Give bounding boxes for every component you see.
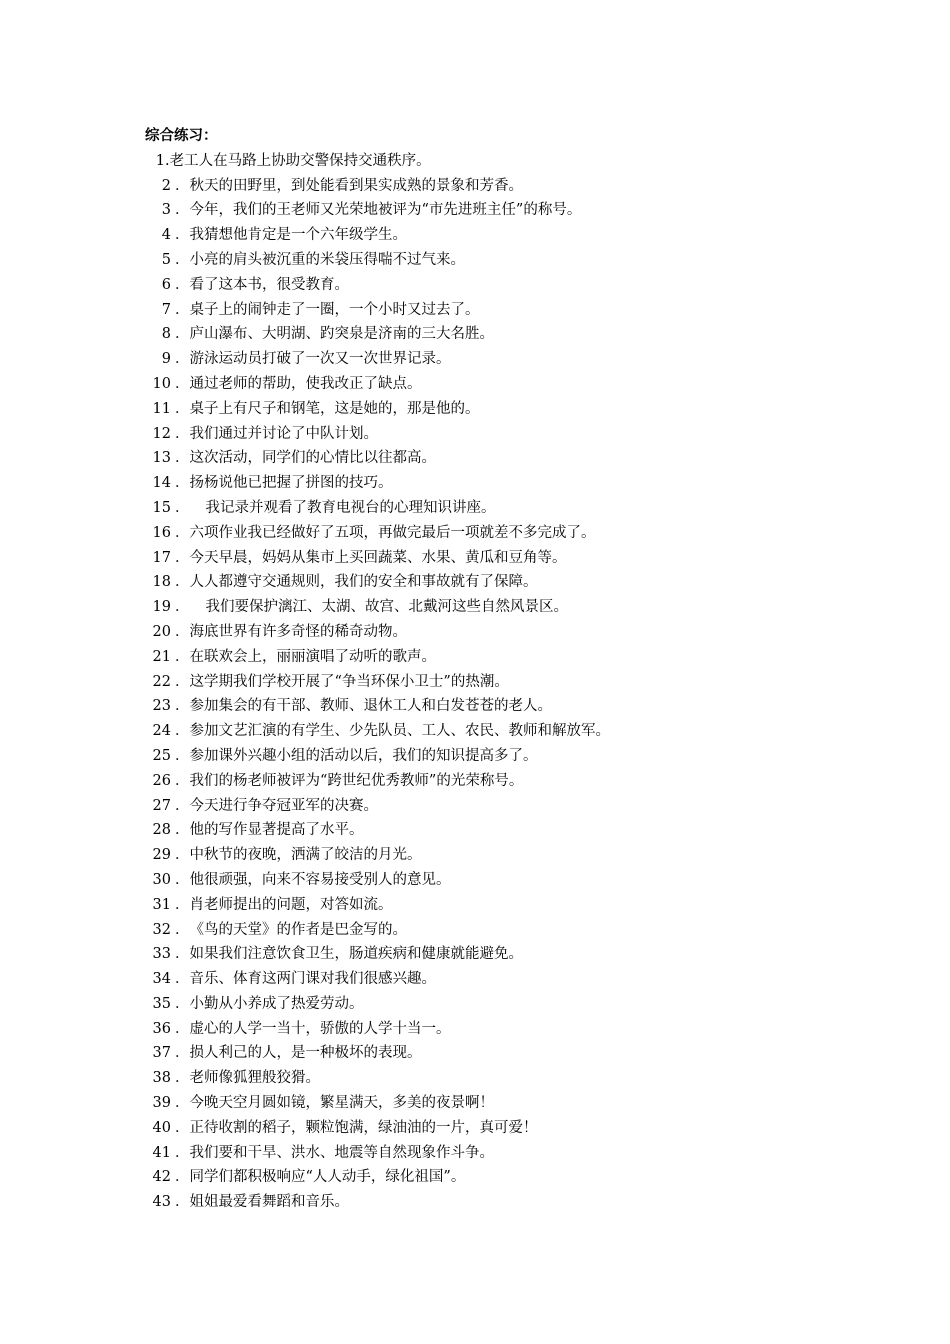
exercise-item-separator: ．	[175, 623, 190, 640]
exercise-item-separator: ．	[175, 946, 190, 963]
exercise-item-number: 17	[152, 549, 171, 566]
exercise-item	[145, 422, 865, 447]
exercise-item-text: 人人都遵守交通规则，我们的安全和事故就有了保障。	[189, 574, 538, 591]
exercise-item-separator: ．	[175, 1194, 190, 1211]
exercise-item	[145, 645, 865, 670]
exercise-item-number: 11	[152, 400, 171, 417]
exercise-item-number: 5	[161, 251, 171, 268]
exercise-item-separator: ．	[175, 797, 190, 814]
exercise-item-number: 9	[161, 351, 171, 368]
exercise-item-text: 他很顽强，向来不容易接受别人的意见。	[189, 871, 451, 888]
exercise-item-separator: ．	[175, 995, 190, 1012]
exercise-item-text: 小亮的肩头被沉重的米袋压得喘不过气来。	[189, 251, 465, 268]
exercise-item-number: 41	[152, 1144, 171, 1161]
exercise-item-text: 我们要保护漓江、太湖、故宫、北戴河这些自然风景区。	[205, 599, 568, 616]
exercise-item-text: 扬杨说他已把握了拼图的技巧。	[189, 475, 393, 492]
exercise-item-text: 参加文艺汇演的有学生、少先队员、工人、农民、教师和解放军。	[189, 723, 610, 740]
exercise-item-text: 损人利己的人，是一种极坏的表现。	[189, 1045, 422, 1062]
exercise-item-separator: ．	[175, 1020, 190, 1037]
exercise-item-separator: ．	[175, 871, 190, 888]
exercise-item-text: 正待收割的稻子，颗粒饱满，绿油油的一片，真可爱！	[189, 1119, 538, 1136]
exercise-item-separator: ．	[175, 921, 190, 938]
exercise-item-number: 26	[152, 772, 171, 789]
exercise-item-number: 16	[152, 524, 171, 541]
exercise-item-separator: ．	[175, 524, 190, 541]
exercise-item-separator: ．	[175, 202, 190, 219]
exercise-item-number: 29	[152, 847, 171, 864]
exercise-item-number: 20	[152, 623, 171, 640]
exercise-item-separator: ．	[175, 574, 190, 591]
exercise-item	[145, 942, 865, 967]
exercise-item-number: 19	[152, 599, 171, 616]
exercise-item-separator: ．	[175, 648, 190, 665]
exercise-item-text: 老工人在马路上协助交警保持交通秩序。	[169, 152, 431, 169]
exercise-item	[145, 769, 865, 794]
exercise-item-text: 这次活动，同学们的心情比以往都高。	[189, 450, 436, 467]
exercise-item	[145, 992, 865, 1017]
exercise-item-text: 今年，我们的王老师又光荣地被评为“市先进班主任”的称号。	[189, 202, 582, 219]
exercise-item-number: 12	[152, 425, 171, 442]
exercise-item-separator: ．	[175, 723, 190, 740]
exercise-item-number: 2	[161, 177, 171, 194]
exercise-item	[145, 1017, 865, 1042]
exercise-item-number: 39	[152, 1095, 171, 1112]
exercise-item-text: 我记录并观看了教育电视台的心理知识讲座。	[205, 499, 496, 516]
exercise-item-number: 25	[152, 747, 171, 764]
exercise-item	[145, 223, 865, 248]
exercise-item	[145, 595, 865, 620]
exercise-item-number: 35	[152, 995, 171, 1012]
exercise-item	[145, 174, 865, 199]
exercise-item-separator: ．	[175, 425, 190, 442]
exercise-item	[145, 1116, 865, 1141]
exercise-item	[145, 893, 865, 918]
exercise-item-separator: ．	[175, 450, 190, 467]
exercise-item-number: 23	[152, 698, 171, 715]
exercise-item-number: 42	[152, 1169, 171, 1186]
exercise-item-number: 32	[152, 921, 171, 938]
exercise-item-separator: .	[165, 152, 170, 169]
exercise-item-number: 13	[152, 450, 171, 467]
exercise-item-number: 37	[152, 1045, 171, 1062]
exercise-item	[145, 471, 865, 496]
exercise-item-number: 10	[152, 375, 171, 392]
exercise-heading: 综合练习：	[145, 128, 218, 144]
exercise-item	[145, 843, 865, 868]
exercise-item	[145, 149, 865, 174]
exercise-item-number: 28	[152, 822, 171, 839]
exercise-item-separator: ．	[175, 1119, 190, 1136]
exercise-item	[145, 620, 865, 645]
exercise-item-number: 31	[152, 896, 171, 913]
exercise-item-text: 今天早晨，妈妈从集市上买回蔬菜、水果、黄瓜和豆角等。	[189, 549, 567, 566]
exercise-item-text: 虚心的人学一当十，骄傲的人学十当一。	[189, 1020, 451, 1037]
exercise-item-text: 参加集会的有干部、教师、退休工人和白发苍苍的老人。	[189, 698, 552, 715]
exercise-item-number: 27	[152, 797, 171, 814]
exercise-item	[145, 1141, 865, 1166]
exercise-item-separator: ．	[175, 1144, 190, 1161]
exercise-item-separator: ．	[175, 1070, 190, 1087]
exercise-item-separator: ．	[175, 475, 190, 492]
exercise-item-separator: ．	[175, 822, 190, 839]
exercise-item-text: 同学们都积极响应“人人动手，绿化祖国”。	[189, 1169, 466, 1186]
exercise-item	[145, 322, 865, 347]
exercise-item-text: 今晚天空月圆如镜，繁星满天，多美的夜景啊！	[189, 1095, 494, 1112]
exercise-item-text: 今天进行争夺冠亚军的决赛。	[189, 797, 378, 814]
exercise-item-text: 老师像狐狸般狡猾。	[189, 1070, 320, 1087]
exercise-item-text: 中秋节的夜晚，洒满了皎洁的月光。	[189, 847, 422, 864]
exercise-item-separator: ．	[175, 276, 190, 293]
exercise-item-separator: ．	[175, 499, 190, 516]
exercise-item-separator: ．	[175, 400, 190, 417]
exercise-item-number: 36	[152, 1020, 171, 1037]
exercise-item	[145, 273, 865, 298]
exercise-item-text: 他的写作显著提高了水平。	[189, 822, 364, 839]
exercise-item	[145, 918, 865, 943]
exercise-item-text: 桌子上有尺子和钢笔，这是她的，那是他的。	[189, 400, 480, 417]
exercise-item-text: 秋天的田野里，到处能看到果实成熟的景象和芳香。	[189, 177, 523, 194]
exercise-item-text: 庐山瀑布、大明湖、趵突泉是济南的三大名胜。	[189, 326, 494, 343]
exercise-item-text: 在联欢会上，丽丽演唱了动听的歌声。	[189, 648, 436, 665]
exercise-item	[145, 298, 865, 323]
exercise-item-text: 肖老师提出的问题，对答如流。	[189, 896, 393, 913]
exercise-item	[145, 694, 865, 719]
exercise-item	[145, 1165, 865, 1190]
exercise-item-separator: ．	[175, 747, 190, 764]
exercise-item-text: 游泳运动员打破了一次又一次世界记录。	[189, 351, 451, 368]
exercise-item	[145, 546, 865, 571]
exercise-item	[145, 967, 865, 992]
exercise-item-separator: ．	[175, 251, 190, 268]
exercise-item-number: 33	[152, 946, 171, 963]
exercise-item-separator: ．	[175, 1169, 190, 1186]
exercise-item	[145, 1190, 865, 1215]
exercise-item	[145, 1091, 865, 1116]
exercise-item-separator: ．	[175, 549, 190, 566]
exercise-item-text: 我们的杨老师被评为“跨世纪优秀教师”的光荣称号。	[189, 772, 524, 789]
exercise-item	[145, 744, 865, 769]
exercise-item-number: 40	[152, 1119, 171, 1136]
exercise-item-text: 我们要和干旱、洪水、地震等自然现象作斗争。	[189, 1144, 494, 1161]
exercise-item-number: 6	[161, 276, 171, 293]
exercise-item-number: 43	[152, 1194, 171, 1211]
exercise-item-text: 如果我们注意饮食卫生，肠道疾病和健康就能避免。	[189, 946, 523, 963]
exercise-item-number: 18	[152, 574, 171, 591]
exercise-item-number: 34	[152, 971, 171, 988]
exercise-item	[145, 1066, 865, 1091]
exercise-item-number: 1	[155, 152, 165, 169]
exercise-item	[145, 794, 865, 819]
exercise-item-text: 六项作业我已经做好了五项，再做完最后一项就差不多完成了。	[189, 524, 596, 541]
exercise-item-text: 通过老师的帮助，使我改正了缺点。	[189, 375, 422, 392]
exercise-item	[145, 570, 865, 595]
exercise-item-number: 8	[161, 326, 171, 343]
exercise-item-text: 海底世界有许多奇怪的稀奇动物。	[189, 623, 407, 640]
exercise-item-number: 24	[152, 723, 171, 740]
exercise-item-number: 22	[152, 673, 171, 690]
exercise-item-text: 姐姐最爱看舞蹈和音乐。	[189, 1194, 349, 1211]
exercise-item-separator: ．	[175, 673, 190, 690]
exercise-item-separator: ．	[175, 351, 190, 368]
exercise-item-separator: ．	[175, 1045, 190, 1062]
exercise-item-separator: ．	[175, 326, 190, 343]
exercise-item-text: 我猜想他肯定是一个六年级学生。	[189, 227, 407, 244]
exercise-item-number: 14	[152, 475, 171, 492]
exercise-item-separator: ．	[175, 847, 190, 864]
exercise-list	[145, 149, 865, 1215]
exercise-item-number: 15	[152, 499, 171, 516]
exercise-item-number: 21	[152, 648, 171, 665]
exercise-item-separator: ．	[175, 1095, 190, 1112]
exercise-item	[145, 372, 865, 397]
exercise-item	[145, 446, 865, 471]
exercise-item	[145, 670, 865, 695]
exercise-item-number: 38	[152, 1070, 171, 1087]
exercise-item	[145, 248, 865, 273]
exercise-item	[145, 1041, 865, 1066]
exercise-item	[145, 818, 865, 843]
exercise-item	[145, 347, 865, 372]
exercise-item	[145, 868, 865, 893]
exercise-item-separator: ．	[175, 971, 190, 988]
exercise-item-text: 音乐、体育这两门课对我们很感兴趣。	[189, 971, 436, 988]
exercise-item-separator: ．	[175, 599, 190, 616]
exercise-item-number: 7	[161, 301, 171, 318]
exercise-item	[145, 521, 865, 546]
exercise-item-text: 小勤从小养成了热爱劳动。	[189, 995, 364, 1012]
exercise-item-separator: ．	[175, 698, 190, 715]
exercise-item-separator: ．	[175, 375, 190, 392]
exercise-content	[145, 124, 865, 1215]
exercise-item	[145, 719, 865, 744]
exercise-item-text: 《鸟的天堂》的作者是巴金写的。	[189, 921, 407, 938]
exercise-item-text: 我们通过并讨论了中队计划。	[189, 425, 378, 442]
exercise-item-text: 桌子上的闹钟走了一圈，一个小时又过去了。	[189, 301, 480, 318]
exercise-item	[145, 496, 865, 521]
exercise-item-separator: ．	[175, 177, 190, 194]
exercise-item-number: 4	[161, 227, 171, 244]
exercise-item-text: 这学期我们学校开展了“争当环保小卫士”的热潮。	[189, 673, 509, 690]
exercise-item-text: 看了这本书，很受教育。	[189, 276, 349, 293]
exercise-item	[145, 198, 865, 223]
exercise-item-separator: ．	[175, 896, 190, 913]
exercise-item-separator: ．	[175, 301, 190, 318]
exercise-item-separator: ．	[175, 227, 190, 244]
exercise-item-text: 参加课外兴趣小组的活动以后，我们的知识提高多了。	[189, 747, 538, 764]
exercise-item-number: 3	[161, 202, 171, 219]
exercise-item-separator: ．	[175, 772, 190, 789]
exercise-item	[145, 397, 865, 422]
exercise-item-number: 30	[152, 871, 171, 888]
